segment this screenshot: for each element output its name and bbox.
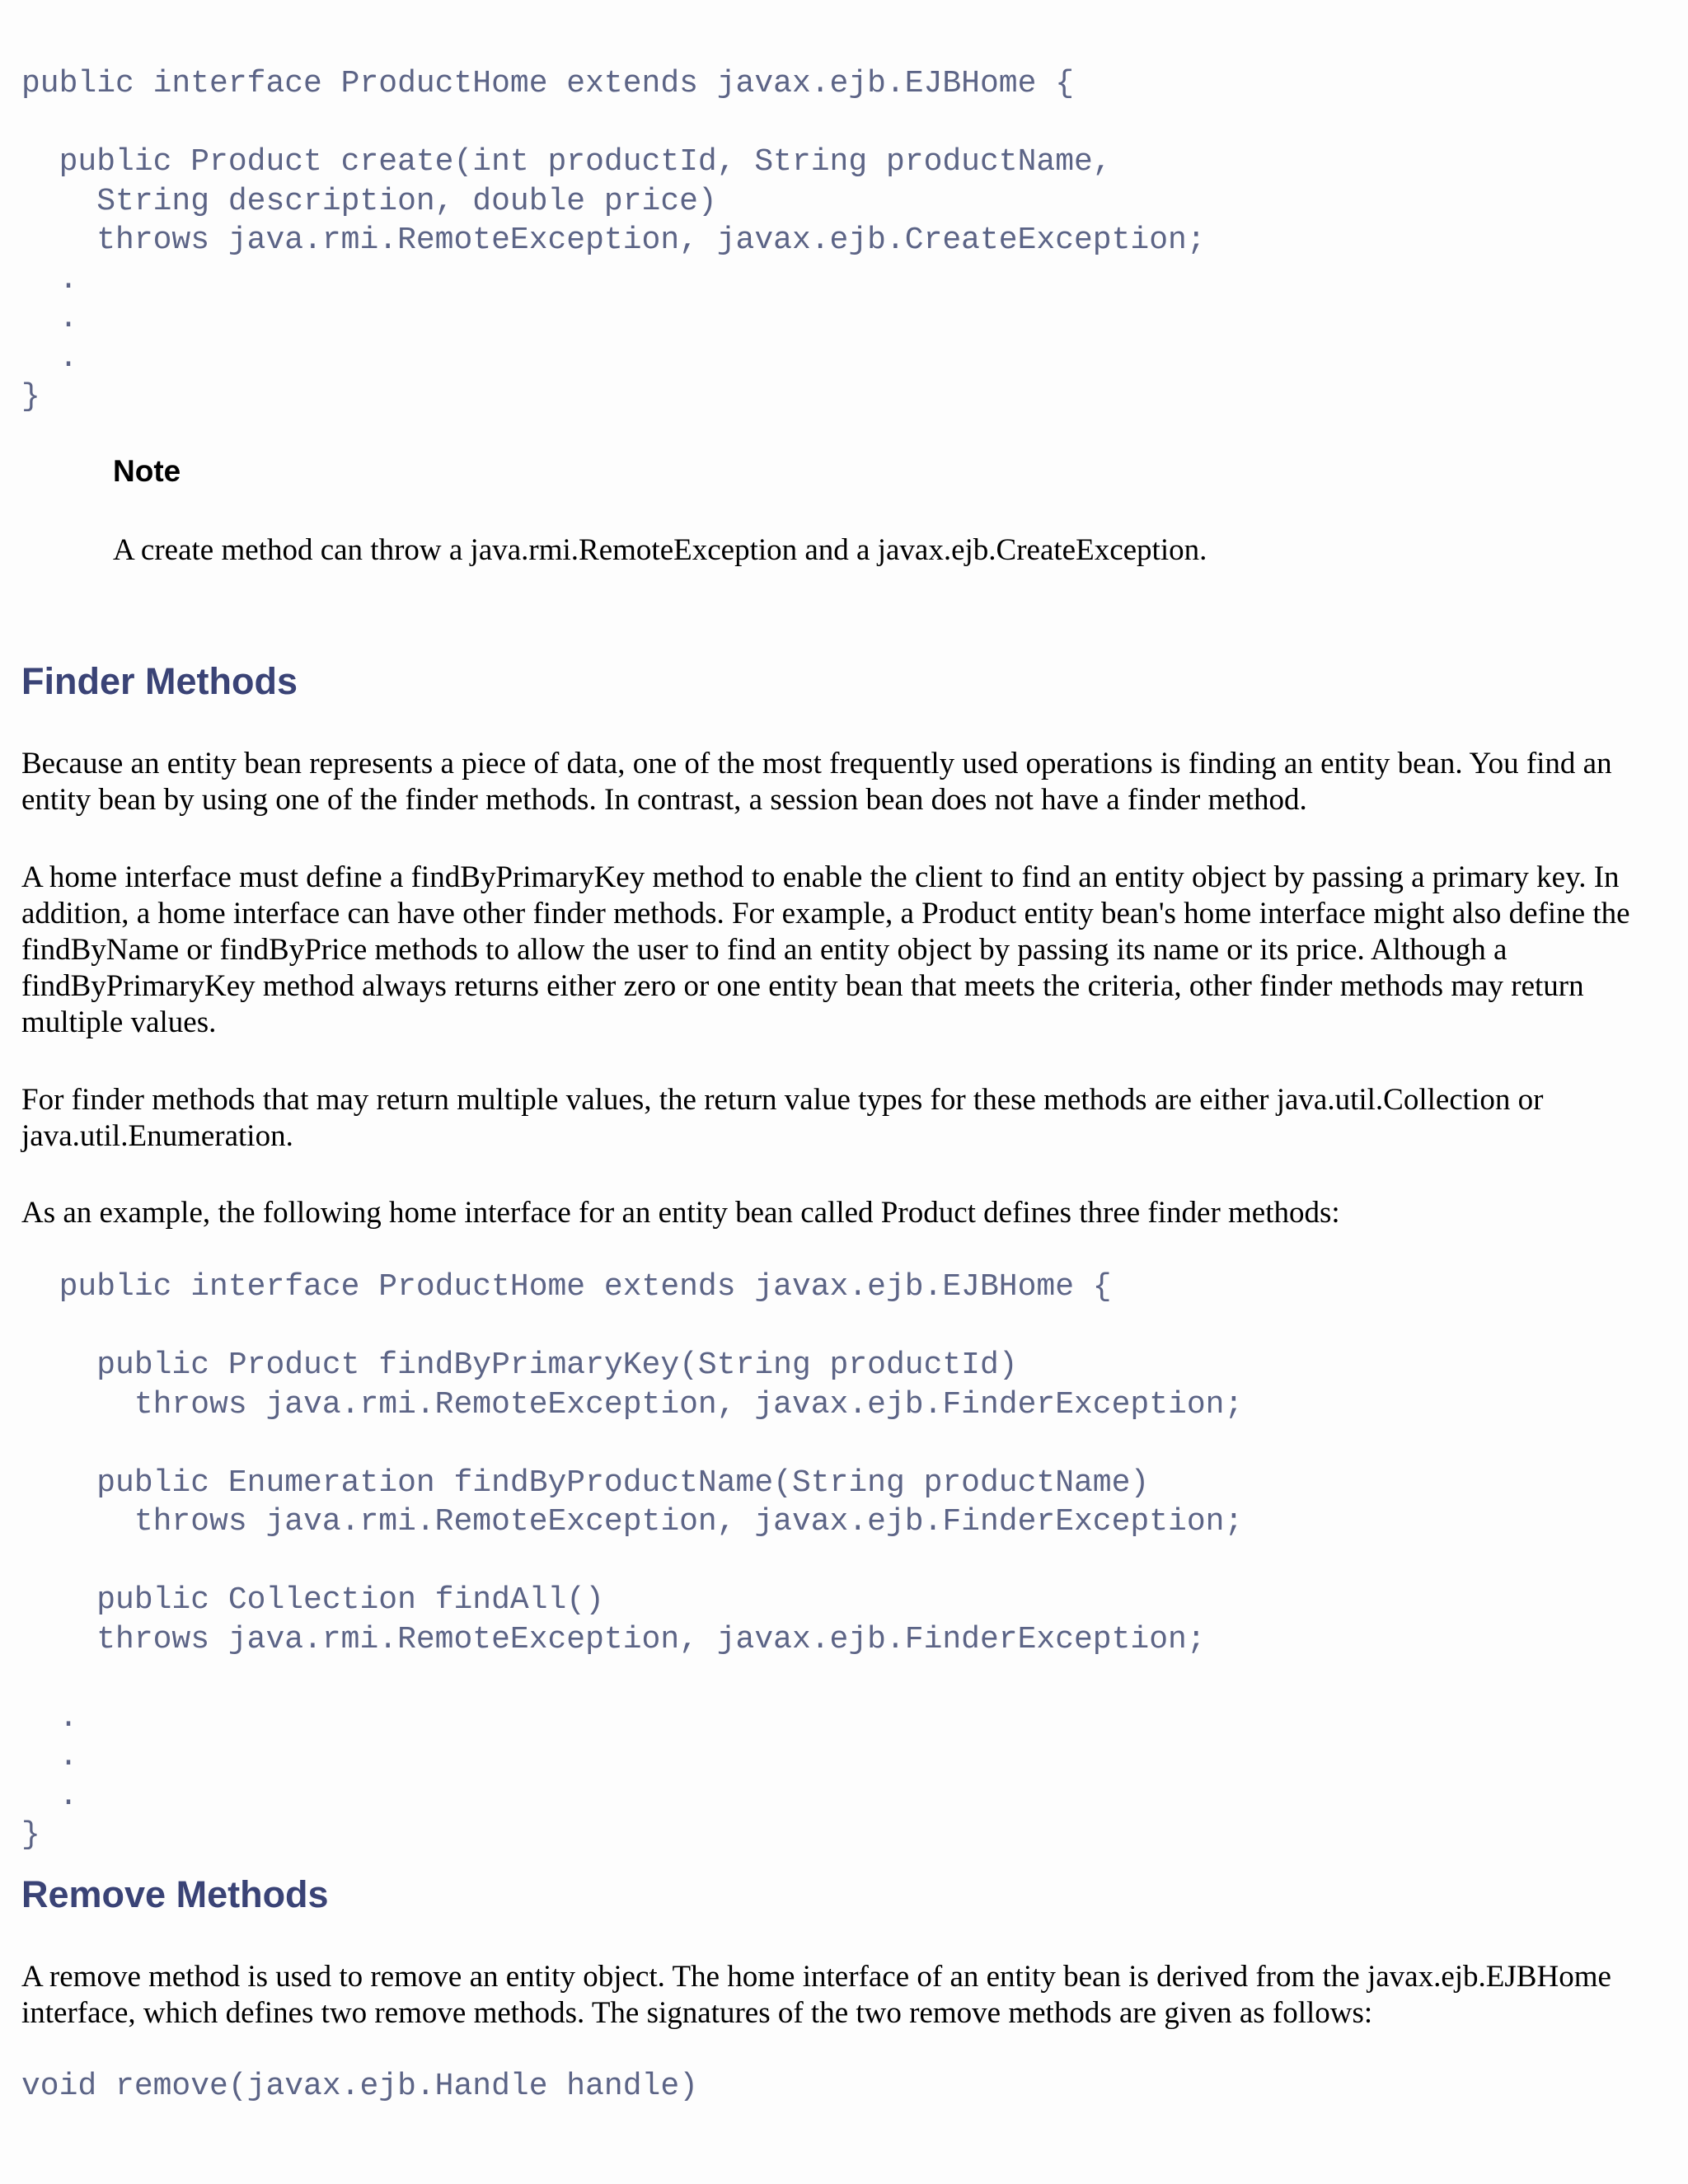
remove-methods-heading: Remove Methods <box>21 1873 329 1915</box>
note-text: A create method can throw a java.rmi.RemoteException and a javax.ejb.CreateException. <box>113 533 1207 567</box>
finder-methods-heading: Finder Methods <box>21 660 298 702</box>
code-block-finder-methods: public interface ProductHome extends javax.ejb.EJBHome { public Product findByPrimaryKey(String productId) throws java.rmi.RemoteException, javax.ejb.FinderException; public Enumeration findByProductName(String productName) throws java.rmi.RemoteException, javax.ejb.FinderException; public Collection findAll() throws java.rmi.RemoteException, javax.ejb.FinderException; . . . } <box>21 1269 1244 1853</box>
note-title: Note <box>113 454 181 488</box>
code-block-product-home-create: public interface ProductHome extends javax.ejb.EJBHome { public Product create(int productId, String productName, String description, double price) throws java.rmi.RemoteException, javax.ejb.CreateException; . . . } <box>21 66 1206 415</box>
code-remove-signature: void remove(javax.ejb.Handle handle) <box>21 2069 698 2104</box>
finder-paragraph-1: Because an entity bean represents a piece of data, one of the most frequently used operations is finding an entity bean. You find an entity bean by using one of the finder methods. In contrast, a session bean does not have a finder method. <box>21 747 1612 817</box>
finder-paragraph-4: As an example, the following home interface for an entity bean called Product defines three finder methods: <box>21 1196 1340 1230</box>
remove-paragraph: A remove method is used to remove an entity object. The home interface of an entity bean is derived from the javax.ejb.EJBHome interface, which defines two remove methods. The signatures of the two remove methods are given as follows: <box>21 1960 1611 2030</box>
finder-paragraph-2: A home interface must define a findByPrimaryKey method to enable the client to find an entity object by passing a primary key. In addition, a home interface can have other finder methods. For example, a Product entity bean's home interface might also define the findByName or findByPrice methods to allow the user to find an entity object by passing its name or its price. Although a findByPrimaryKey method always returns either zero or one entity bean that meets the criteria, other finder methods may return multiple values. <box>21 860 1630 1039</box>
finder-paragraph-3: For finder methods that may return multiple values, the return value types for these methods are either java.util.Collection or java.util.Enumeration. <box>21 1083 1544 1153</box>
